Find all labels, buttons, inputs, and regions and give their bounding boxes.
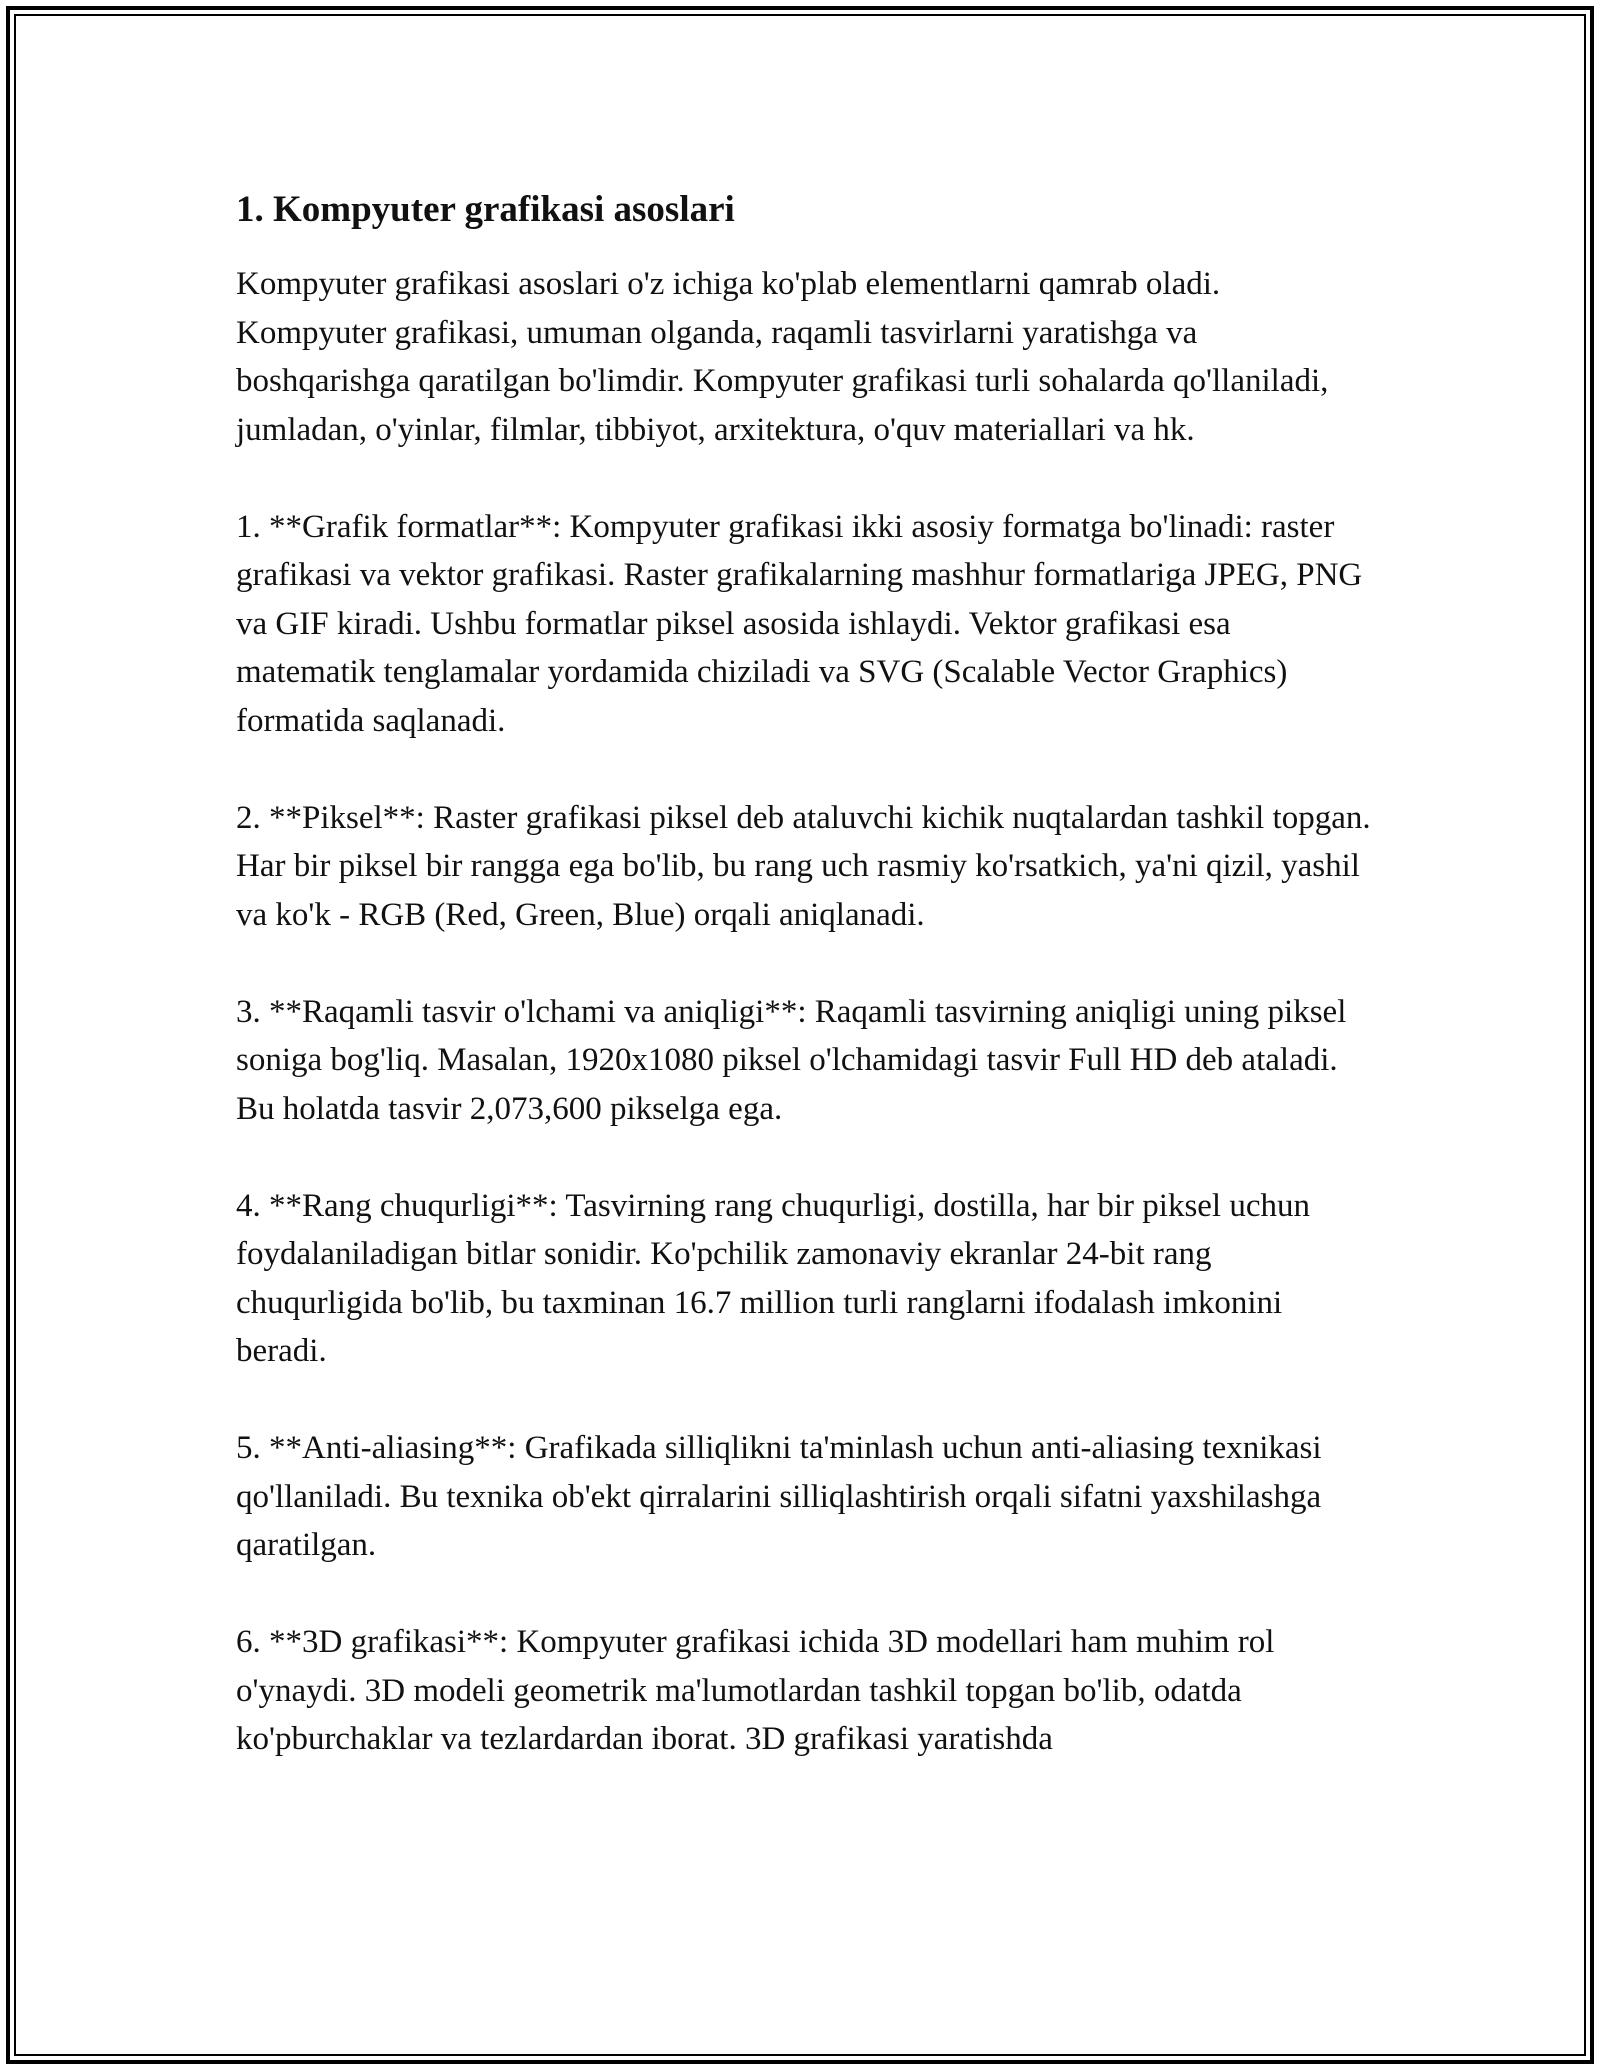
document-title: 1. Kompyuter grafikasi asoslari bbox=[236, 189, 735, 230]
paragraph-color-depth: 4. **Rang chuqurligi**: Tasvirning rang chuqurligi, dostilla, har bir piksel uchun foydalaniladigan bitlar sonidir. Ko'pchilik zamonaviy ekranlar 24-bit rang chuqurligida bo'lib, bu taxminan 16.7 million turli ranglarni ifodalash imkonini beradi. bbox=[236, 1187, 1310, 1369]
paragraph-intro: Kompyuter grafikasi asoslari o'z ichiga ko'plab elementlarni qamrab oladi. Kompyuter grafikasi, umuman olganda, raqamli tasvirlarni yaratishga va boshqarishga qaratilgan bo'limdir. Kompyuter grafikasi turli sohalarda qo'llaniladi, jumladan, o'yinlar, filmlar, tibbiyot, arxitektura, o'quv materiallari va hk. bbox=[236, 266, 1329, 448]
paragraph-anti-aliasing: 5. **Anti-aliasing**: Grafikada silliqlikni ta'minlash uchun anti-aliasing texnikasi qo'llaniladi. Bu texnika ob'ekt qirralarini silliqlashtirish orqali sifatni yaxshilashga qaratilgan. bbox=[236, 1430, 1322, 1563]
paragraph-3d-graphics: 6. **3D grafikasi**: Kompyuter grafikasi ichida 3D modellari ham muhim rol o'ynaydi. 3D modeli geometrik ma'lumotlardan tashkil topgan bo'lib, odatda ko'pburchaklar va tezlardardan iborat. 3D grafikasi yaratishda bbox=[236, 1624, 1275, 1757]
paragraph-pixel: 2. **Piksel**: Raster grafikasi piksel deb ataluvchi kichik nuqtalardan tashkil topgan. Har bir piksel bir rangga ega bo'lib, bu rang uch rasmiy ko'rsatkich, ya'ni qizil, yashil va ko'k - RGB (Red, Green, Blue) orqali aniqlanadi. bbox=[236, 799, 1371, 933]
paragraph-image-resolution: 3. **Raqamli tasvir o'lchami va aniqligi**: Raqamli tasvirning aniqligi uning piksel soniga bog'liq. Masalan, 1920x1080 piksel o'lchamidagi tasvir Full HD deb ataladi. Bu holatda tasvir 2,073,600 pikselga ega. bbox=[236, 993, 1347, 1127]
paragraph-graphic-formats: 1. **Grafik formatlar**: Kompyuter grafikasi ikki asosiy formatga bo'linadi: raster grafikasi va vektor grafikasi. Raster grafikalarning mashhur formatlariga JPEG, PNG va GIF kiradi. Ushbu formatlar piksel asosida ishlaydi. Vektor grafikasi esa matematik tenglamalar yordamida chiziladi va SVG (Scalable Vector Graphics) formatida saqlanadi. bbox=[236, 508, 1363, 739]
document-body bbox=[236, 186, 1376, 1764]
